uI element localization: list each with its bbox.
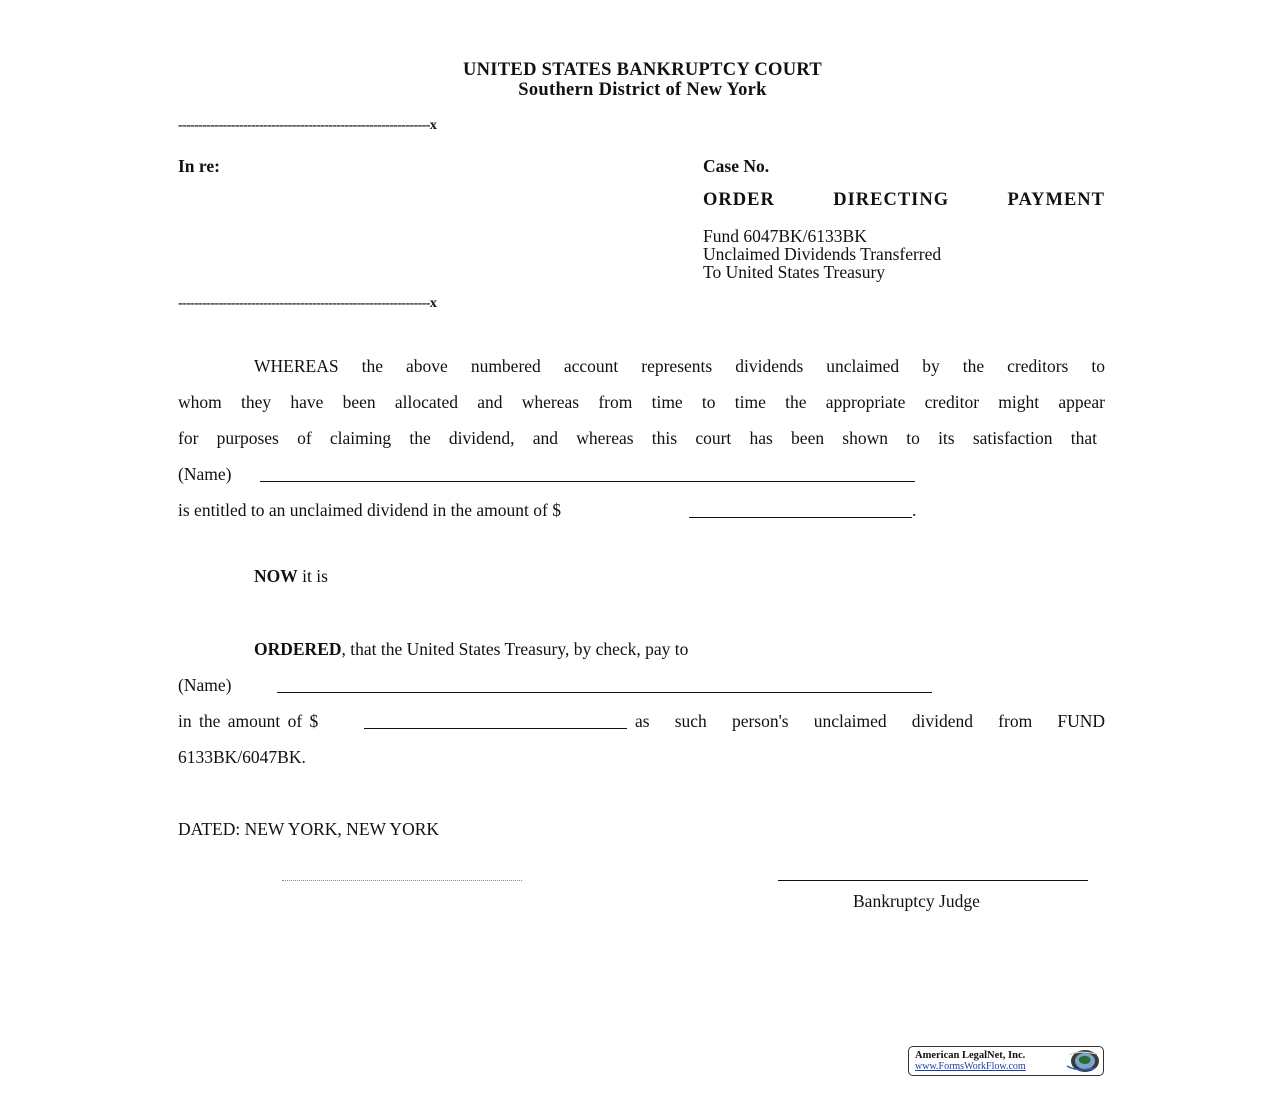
- entitled-period: .: [912, 500, 917, 520]
- court-name: UNITED STATES BANKRUPTCY COURT: [462, 60, 823, 80]
- badge-url-link[interactable]: www.FormsWorkFlow.com: [915, 1061, 1026, 1072]
- order-title-word-3: PAYMENT: [1007, 190, 1105, 210]
- name-label-1: (Name): [178, 464, 232, 484]
- whereas-line-3: for purposes of claiming the dividend, and whereas this court has been shown to its satisfaction that: [178, 428, 1097, 448]
- date-signature-blank[interactable]: [282, 880, 522, 881]
- globe-logo-icon: [1065, 1048, 1101, 1074]
- order-title: [703, 190, 1105, 211]
- dividend-amount-blank[interactable]: [689, 517, 912, 518]
- order-title-word-1: ORDER: [703, 190, 775, 210]
- whereas-line-1: WHEREAS the above numbered account represents dividends unclaimed by the creditors to: [254, 356, 1105, 376]
- now-bold: NOW: [254, 566, 298, 586]
- name-label-2: (Name): [178, 675, 232, 695]
- caption-bottom-rule: --------------------------------------------------------------x: [178, 296, 437, 311]
- name-blank-2[interactable]: [277, 692, 932, 693]
- ordered-rest: , that the United States Treasury, by check, pay to: [341, 639, 689, 659]
- ordered-bold: ORDERED: [254, 639, 342, 659]
- entitled-text: is entitled to an unclaimed dividend in the amount of $: [178, 500, 561, 520]
- amount-prefix: in the amount of $: [178, 711, 319, 731]
- name-blank-1[interactable]: [260, 481, 915, 482]
- badge-company: American LegalNet, Inc.: [915, 1050, 1026, 1061]
- ordered-line: [254, 639, 688, 660]
- caption-top-rule: --------------------------------------------------------------x: [178, 118, 437, 133]
- district-name: Southern District of New York: [518, 80, 767, 100]
- subtitle-line-1: Unclaimed Dividends Transferred: [703, 244, 942, 264]
- fund-reference: 6133BK/6047BK.: [178, 747, 306, 767]
- order-title-word-2: DIRECTING: [833, 190, 950, 210]
- whereas-line-2: whom they have been allocated and whereas from time to time the appropriate creditor might appear: [178, 392, 1105, 412]
- dated-line: DATED: NEW YORK, NEW YORK: [178, 819, 440, 839]
- judge-label: Bankruptcy Judge: [853, 891, 980, 911]
- judge-signature-blank[interactable]: [778, 880, 1088, 881]
- subtitle-line-2: To United States Treasury: [703, 262, 886, 282]
- legalnet-badge[interactable]: [908, 1046, 1104, 1076]
- amount-suffix: as such person's unclaimed dividend from FUND: [635, 711, 1105, 731]
- case-no-label: Case No.: [703, 156, 770, 176]
- now-it-is: [254, 566, 328, 587]
- in-re-label: In re:: [178, 156, 220, 176]
- fund-number: Fund 6047BK/6133BK: [703, 226, 867, 246]
- now-rest: it is: [297, 566, 328, 586]
- payment-amount-blank[interactable]: [364, 728, 627, 729]
